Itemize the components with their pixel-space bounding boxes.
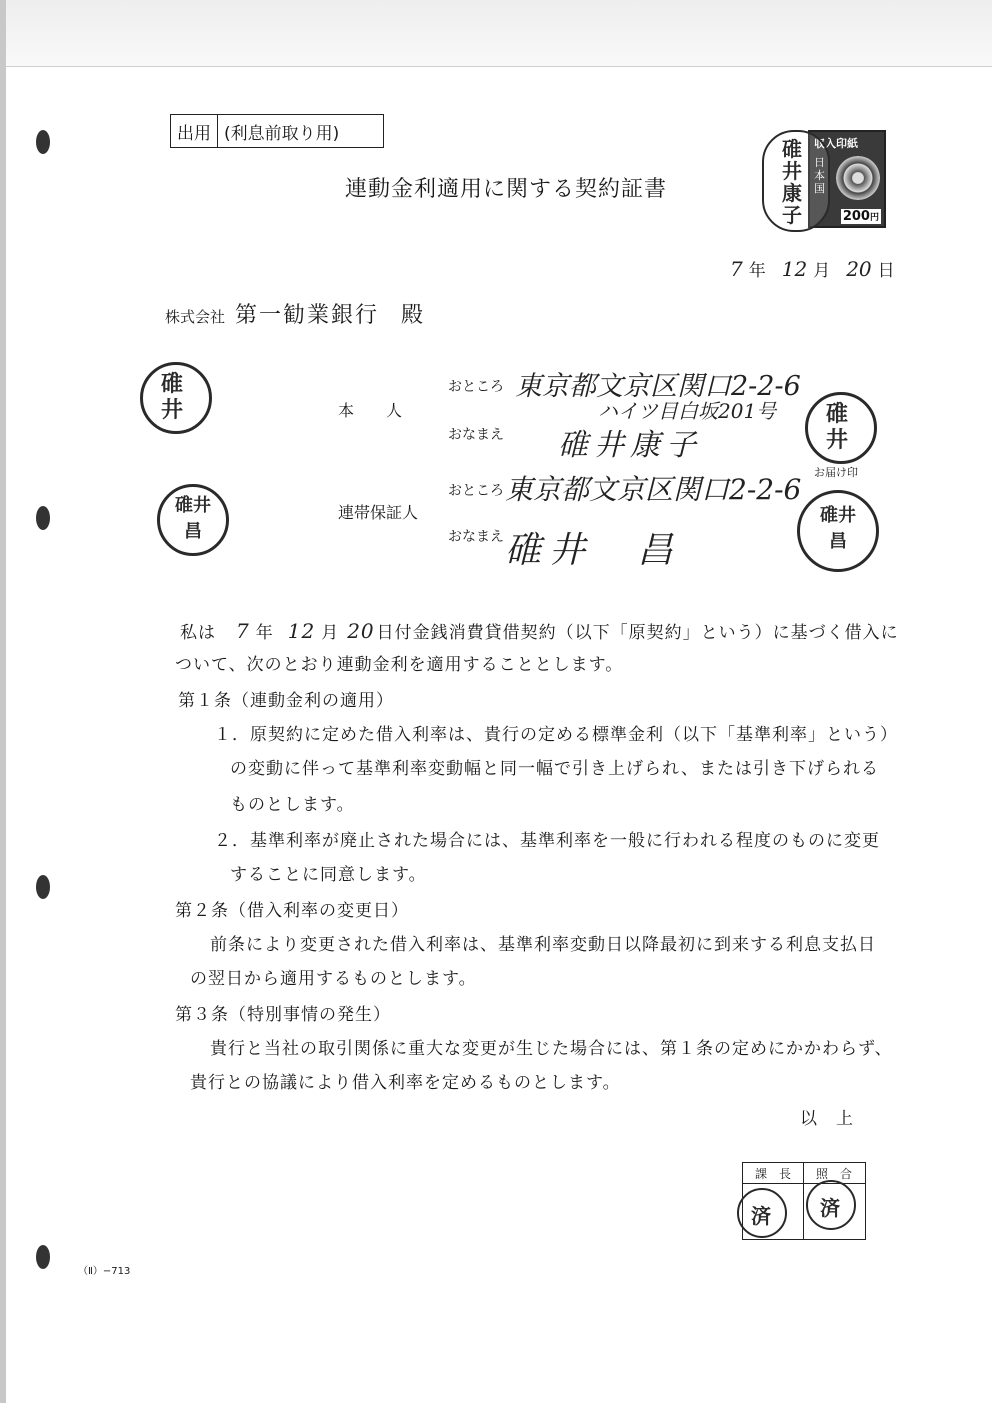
form-code: （Ⅱ）−713 (78, 1266, 131, 1277)
stamp-pattern (836, 156, 880, 200)
stamp-value-unit: 円 (869, 213, 879, 223)
principal-name-label: おなまえ (448, 427, 504, 443)
guarantor-address-label: おところ (448, 483, 504, 499)
usage-label-1: 出用 (171, 115, 218, 147)
principal-name: 碓井康子 (558, 428, 702, 463)
stamp-value (841, 209, 881, 224)
stamp-cancel-seal (762, 130, 830, 232)
usage-label-box (170, 114, 384, 148)
approval-seal-manager (737, 1188, 787, 1238)
article-1-para-2-line-2: することに同意します。 (230, 865, 427, 885)
stamp-value-number: 200 (842, 209, 870, 224)
registered-seal-label: お届け印 (814, 466, 858, 479)
article-1-title: 第１条（連動金利の適用） (178, 691, 394, 711)
registered-seal-guarantor-text: 碓井昌 (820, 505, 856, 552)
registered-seal-guarantor (797, 490, 879, 572)
approval-seal-manager-text: 済 (751, 1204, 771, 1228)
date-year-unit: 年 (748, 261, 766, 281)
date-year: 7 (730, 257, 743, 281)
intro-start: 私は (180, 623, 216, 643)
intro-year-unit: 年 (255, 623, 274, 643)
addressee-honorific: 殿 (401, 303, 424, 328)
date-day-unit: 日 (877, 261, 895, 281)
approval-box-header-rule (743, 1183, 865, 1184)
article-2-title: 第２条（借入利率の変更日） (175, 901, 409, 921)
article-3-line-2: 貴行との協議により借入利率を定めるものとします。 (190, 1073, 621, 1093)
stamp-label: 収入印紙 (814, 137, 858, 150)
approval-seal-check (806, 1180, 856, 1230)
intro-month-unit: 月 (321, 623, 340, 643)
intro-rest: 日付金銭消費貸借契約（以下「原契約」という）に基づく借入に (376, 623, 899, 643)
closing-text: 以 上 (800, 1109, 854, 1129)
stamp-cancel-seal-text: 碓井康子 (782, 137, 802, 227)
article-3-line-1: 貴行と当社の取引関係に重大な変更が生じた場合には、第１条の定めにかかわらず、 (210, 1039, 893, 1059)
guarantor-address: 東京都文京区関口2-2-6 (505, 473, 802, 506)
approval-label-manager: 課 長 (754, 1167, 791, 1181)
stamp-country: 日本国 (814, 156, 825, 195)
intro-day: 20 (347, 619, 375, 643)
article-3-title: 第３条（特別事情の発生） (175, 1005, 391, 1025)
binder-hole (36, 1245, 50, 1269)
binder-hole (36, 130, 50, 154)
approval-seal-check-text: 済 (820, 1196, 840, 1220)
article-1-para-1-line-3: ものとします。 (230, 795, 355, 815)
guarantor-name-label: おなまえ (448, 529, 504, 545)
principal-seal-left-text: 碓井 (161, 371, 184, 423)
guarantor-name: 碓井 昌 (505, 530, 682, 571)
guarantor-label: 連帯保証人 (338, 503, 419, 522)
principal-address-line-1: 東京都文京区関口2-2-6 (515, 371, 801, 402)
binder-hole (36, 506, 50, 530)
intro-month: 12 (287, 619, 316, 643)
scan-left-edge (0, 0, 6, 1403)
registered-seal-principal (805, 392, 877, 464)
principal-seal-left (140, 362, 212, 434)
addressee (165, 298, 423, 329)
addressee-bank: 第一勧業銀行 (235, 303, 380, 328)
guarantor-seal-left (157, 484, 229, 556)
guarantor-seal-left-text: 碓井昌 (175, 495, 211, 542)
principal-address-line-2: ハイツ目白坂201号 (598, 399, 777, 423)
document-title: 連動金利適用に関する契約証書 (345, 177, 668, 202)
intro-line-1 (180, 618, 899, 643)
intro-line-2: ついて、次のとおり連動金利を適用することとします。 (175, 655, 624, 675)
approval-label-check: 照 合 (815, 1167, 852, 1181)
binder-hole (36, 875, 50, 899)
date-month-unit: 月 (813, 261, 831, 281)
article-1-para-2-line-1: ２．基準利率が廃止された場合には、基準利率を一般に行われる程度のものに変更 (214, 831, 880, 851)
principal-label: 本 人 (338, 401, 403, 420)
scan-top-edge (0, 0, 992, 67)
contract-date (730, 256, 895, 281)
principal-address-label: おところ (448, 379, 504, 395)
article-2-line-2: の翌日から適用するものとします。 (190, 969, 477, 989)
article-2-line-1: 前条により変更された借入利率は、基準利率変動日以降最初に到来する利息支払日 (210, 935, 876, 955)
article-1-para-1-line-2: の変動に伴って基準利率変動幅と同一幅で引き上げられ、または引き下げられる (230, 759, 880, 779)
registered-seal-principal-text: 碓井 (826, 401, 849, 453)
article-1-para-1-line-1: １．原契約に定めた借入利率は、貴行の定める標準金利（以下「基準利率」という） (214, 725, 898, 745)
date-day: 20 (846, 257, 872, 281)
usage-label-2: (利息前取り用) (224, 123, 340, 144)
intro-year: 7 (236, 619, 250, 643)
date-month: 12 (781, 257, 808, 281)
addressee-company-type: 株式会社 (165, 308, 226, 326)
